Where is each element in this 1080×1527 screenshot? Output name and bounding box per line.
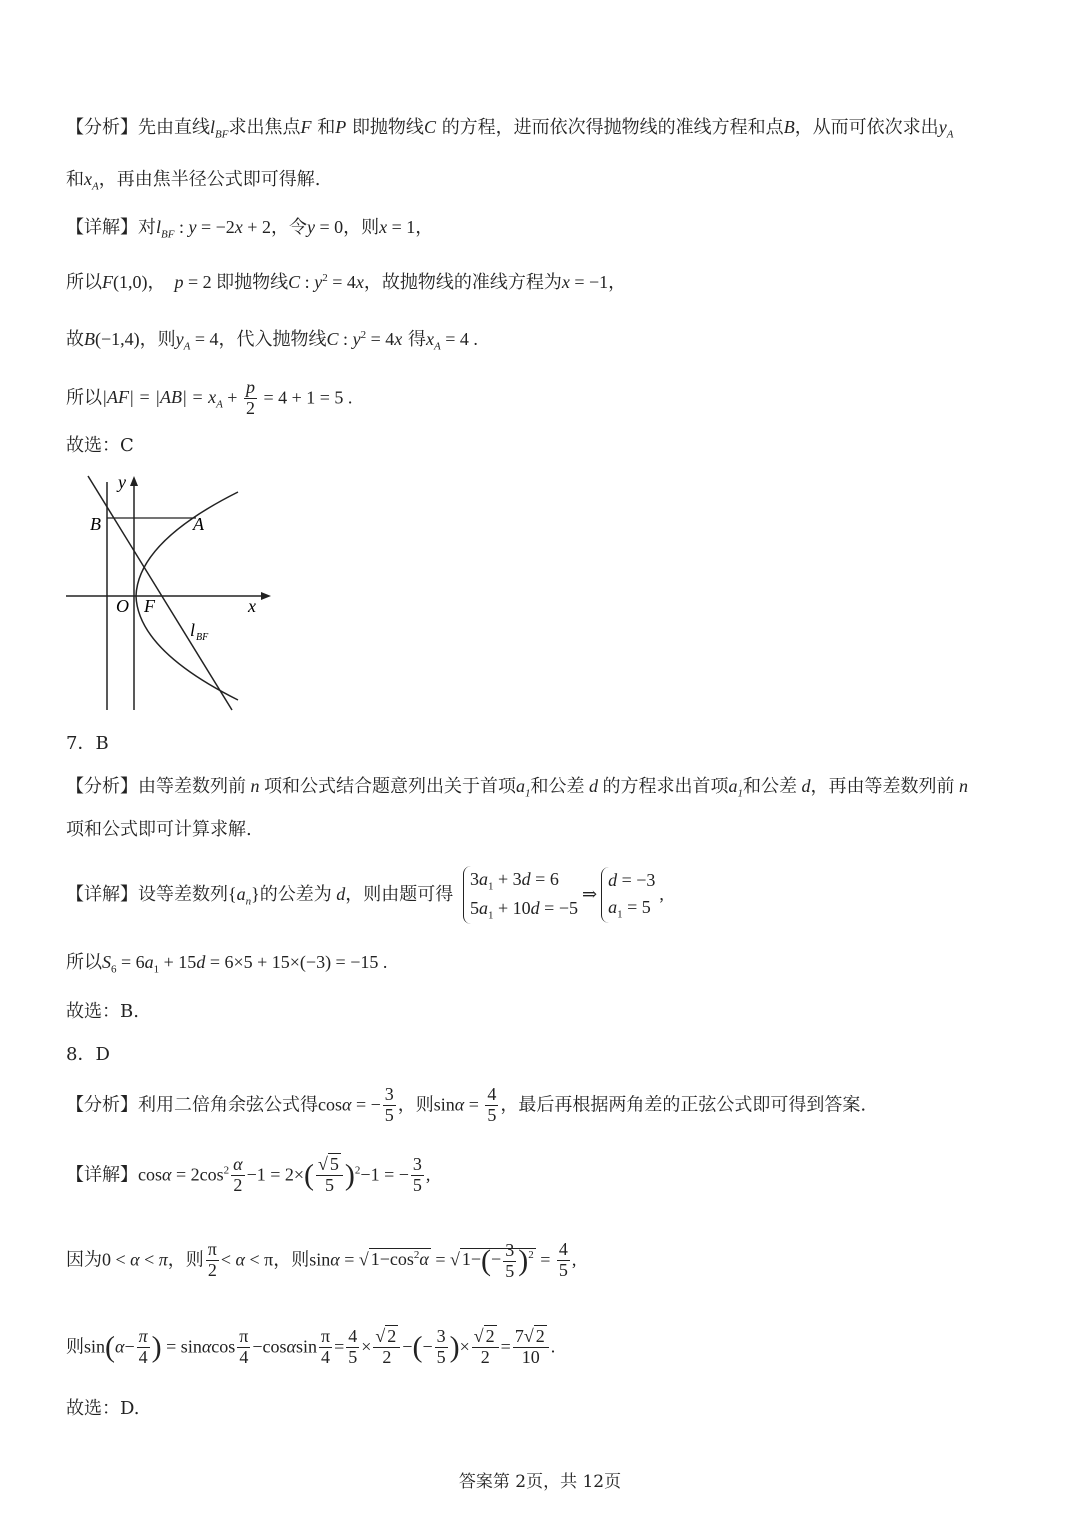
label-l: l [190, 620, 196, 640]
q8-detail-2: 因为0 < α < π，则 $\frac{\pi}{2}$ < α < π，则sinα = √ $1-\cos^2\alpha$ = √ 1−(− $\frac{3}{5}$ )$^2$ = $\frac{4}{5}$ , [66, 1239, 577, 1281]
q8-heading: 8．D [66, 1044, 110, 1065]
q7-analysis-1: 【分析】由等差数列前 n 项和公式结合题意列出关于首项$a_1$和公差 d 的方程求出首项$a_1$和公差 d，再由等差数列前 n [66, 776, 968, 800]
choice-c: 故选：C [66, 435, 134, 456]
page-footer: 答案第 2页，共 12页 [458, 1472, 622, 1492]
label-x: x [248, 596, 256, 616]
label-f: F [144, 596, 155, 616]
label-b: B [90, 514, 101, 534]
q7-heading: 7．B [66, 733, 109, 754]
detail-line-3: 故B(−1,4)，则$y_A = 4$，代入抛物线C : $y^2 = 4x$ 得$x_A = 4$ . [66, 329, 478, 353]
q8-detail-1: 【详解】$\cos\alpha = 2\cos^2$ $\frac{\alpha}{2}$ −1 = 2×( $\frac{√ 5}{5}$ )$^2$−1 = − $\frac{3}{5}$ , [66, 1154, 431, 1195]
analysis-line-1: 【分析】先由直线$l_{BF}$求出焦点F 和P 即抛物线C 的方程，进而依次得抛物线的准线方程和点B，从而可依次求出$y_A$ [66, 117, 954, 141]
choice-d: 故选：D. [66, 1398, 140, 1419]
analysis-tag: 【分析】 [66, 117, 138, 138]
label-a: A [193, 514, 204, 534]
y-axis-arrow-icon [130, 476, 138, 486]
q8-detail-3: 则sin(α− $\frac{\pi}{4}$ ) = sinαcos $\frac{\pi}{4}$ −cosαsin $\frac{\pi}{4}$ = $\frac{4}{5}$ × $\frac{√ 2}{2}$ −(− $\frac{3}{5}$ )× $\frac{√ 2}{2}$ = $\frac{7√ 2}{10}$ . [66, 1326, 556, 1367]
label-l-sub: BF [196, 632, 209, 643]
label-y: y [118, 472, 126, 492]
label-o: O [116, 596, 129, 616]
q7-detail-1: 【详解】设等差数列$\{a_n\}$的公差为 d，则由题可得 $3a_1 + 3d = 6$ $5a_1 + 10d = -5$ ⇒ d = −3 $a_1 = 5$ , [66, 866, 664, 924]
q7-detail-2: 所以$S_6 = 6a_1 + 15d = 6\times 5 + 15\times(-3) = -15$ . [66, 952, 388, 976]
line-bf [88, 476, 232, 710]
q8-analysis: 【分析】利用二倍角余弦公式得cosα = − $\frac{3}{5}$ ，则sinα = $\frac{4}{5}$ ，最后再根据两角差的正弦公式即可得到答案. [66, 1084, 867, 1125]
detail-line-4: 所以$|AF| = |AB| = x_A$ + $\frac{p}{2}$ = 4 + 1 = 5 . [66, 377, 353, 418]
analysis-line-2: 和$x_A$，再由焦半径公式即可得解. [66, 169, 321, 193]
x-axis-arrow-icon [261, 592, 271, 600]
detail-line-2: 所以F(1,0)， p = 2 即抛物线C : $y^2 = 4x$，故抛物线的准线方程为x = −1， [66, 272, 627, 293]
detail-tag: 【详解】 [66, 217, 138, 238]
detail-line-1: 【详解】对$l_{BF}$ : y = −2x + 2，令y = 0，则x = 1， [66, 217, 434, 241]
choice-b: 故选：B. [66, 1001, 139, 1022]
q7-analysis-2: 项和公式即可计算求解. [66, 819, 252, 840]
parabola-figure [66, 472, 286, 717]
